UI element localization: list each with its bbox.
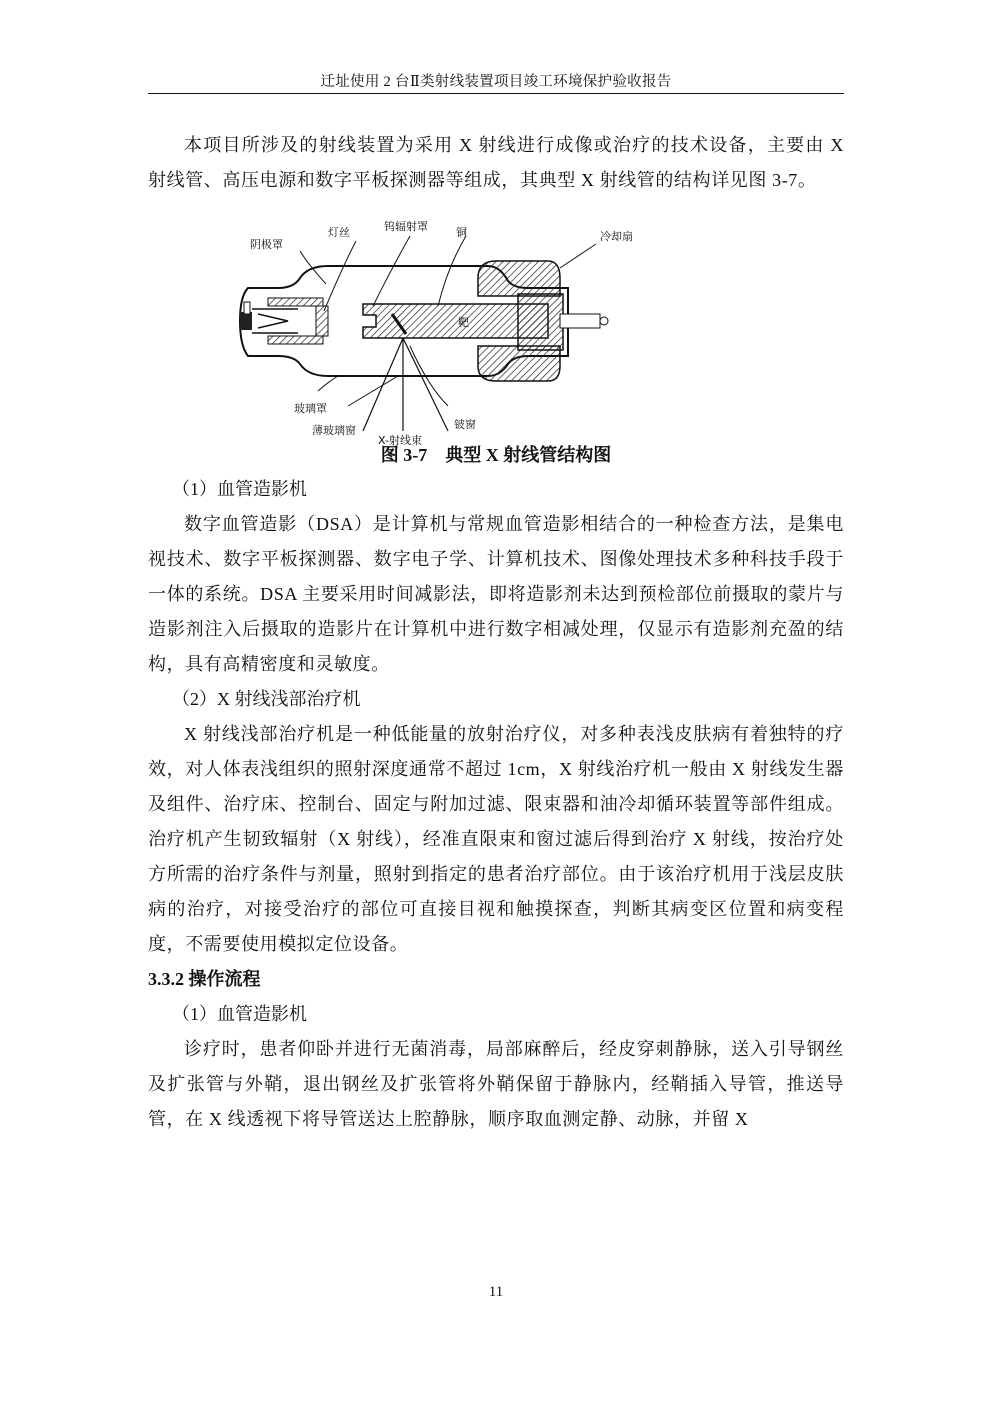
label-cooling-fan: 冷却扇 [600, 230, 633, 243]
figure-caption: 图 3-7 典型 X 射线管结构图 [380, 445, 612, 465]
section-1-title: （1）血管造影机 [172, 479, 307, 499]
header-rule [148, 93, 844, 94]
label-cathode-cover: 阴极罩 [250, 238, 283, 251]
intro-paragraph: 本项目所涉及的射线装置为采用 X 射线进行成像或治疗的技术设备，主要由 X 射线管、高压电源和数字平板探测器等组成，其典型 X 射线管的结构详见图 3-7。 [148, 135, 844, 190]
cathode-assembly [240, 298, 328, 344]
label-thin-glass-window: 薄玻璃窗 [312, 424, 356, 437]
label-tungsten-target: 钨辐射罩 [384, 220, 428, 233]
label-filament: 灯丝 [328, 226, 350, 239]
section-1-paragraph: 数字血管造影（DSA）是计算机与常规血管造影相结合的一种检查方法，是集电视技术、数字平板探测器、数字电子学、计算机技术、图像处理技术多种科技手段于一体的系统。DSA 主要采用时间减影法，即将造影剂未达到预检部位前摄取的蒙片与造影剂注入后摄取的造影片在计算机中进行数字相减处理，仅显示有造影剂充盈的结构，具有高精密度和灵敏度。 [148, 514, 844, 674]
anode-mark: 靶 [458, 316, 469, 329]
section-2-title: （2）X 射线浅部治疗机 [172, 689, 361, 709]
page-body [148, 128, 844, 1137]
xray-tube-figure [148, 206, 844, 447]
section-heading-332: 3.3.2 操作流程 [148, 969, 261, 989]
label-beryllium-window: 铍窗 [454, 418, 476, 431]
section-332-subtitle: （1）血管造影机 [172, 1004, 307, 1024]
label-glass-cover: 玻璃罩 [294, 402, 327, 415]
label-copper: 铜 [456, 226, 467, 239]
section-2-paragraph: X 射线浅部治疗机是一种低能量的放射治疗仪，对多种表浅皮肤病有着独特的疗效，对人体表浅组织的照射深度通常不超过 1cm，X 射线治疗机一般由 X 射线发生器及组件、治疗床、控制台、固定与附加过滤、限束器和油冷却循环装置等部件组成。治疗机产生韧致辐射（X 射线），经准直限束和窗过滤后得到治疗 X 射线，按治疗处方所需的治疗条件与剂量，照射到指定的患者治疗部位。由于该治疗机用于浅层皮肤病的治疗，对接受治疗的部位可直接目视和触摸探查，判断其病变区位置和病变程度，不需要使用模拟定位设备。 [148, 724, 844, 954]
xray-beam [363, 338, 448, 431]
running-header: 迁址使用 2 台Ⅱ类射线装置项目竣工环境保护验收报告 [320, 74, 672, 90]
section-332-paragraph: 诊疗时，患者仰卧并进行无菌消毒，局部麻醉后，经皮穿刺静脉，送入引导钢丝及扩张管与外鞘，退出钢丝及扩张管将外鞘保留于静脉内，经鞘插入导管，推送导管，在 X 线透视下将导管送达上腔静脉，顺序取血测定静、动脉，并留 X [148, 1039, 844, 1129]
xray-tube-diagram [148, 206, 844, 447]
page-number: 11 [488, 1284, 504, 1300]
label-xray-beam: X-射线束 [378, 434, 422, 447]
